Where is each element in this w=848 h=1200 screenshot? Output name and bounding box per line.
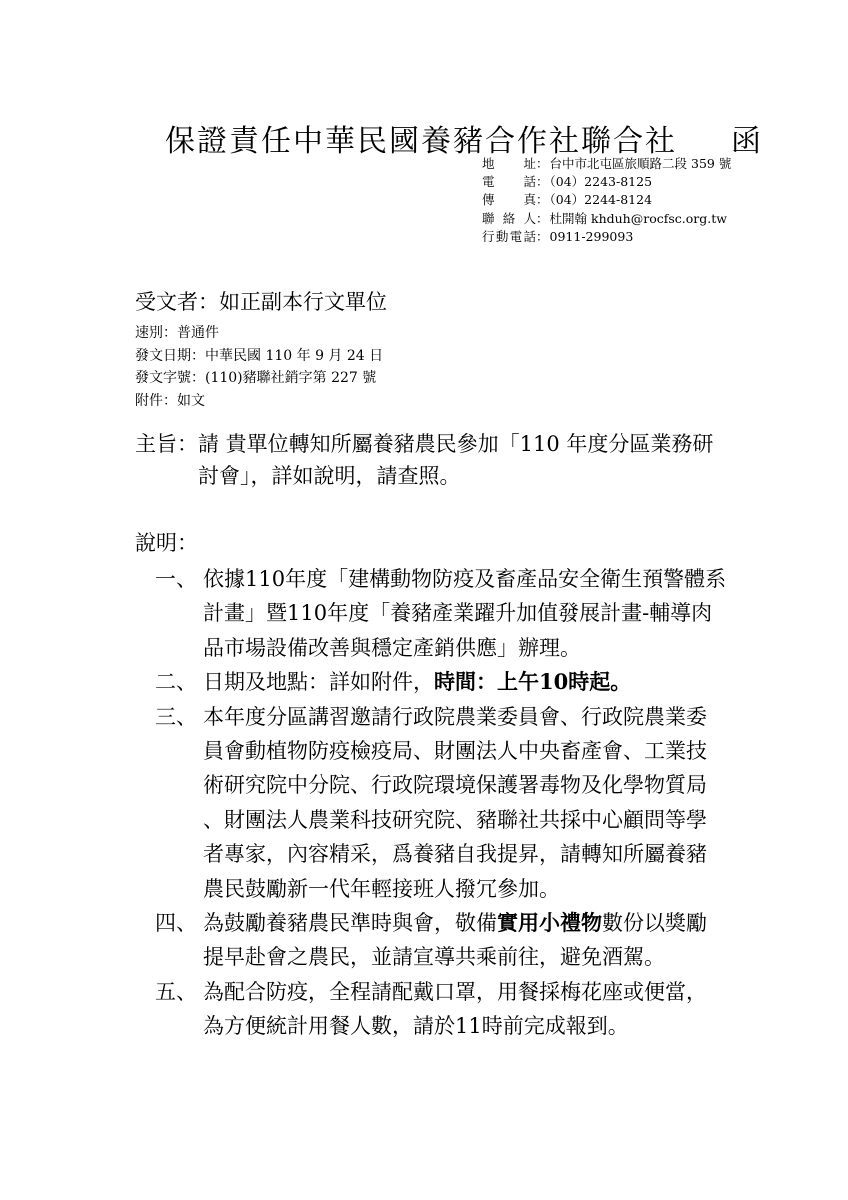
document-number: 發文字號：(110)豬聯社銷字第 227 號 [135,370,377,386]
explanation-item-5 [155,975,726,1044]
attachment: 附件：如文 [135,392,205,409]
explanation-list [155,562,726,1044]
item-line: 為方便統計用餐人數，請於11時前完成報到。 [203,1014,629,1039]
document-type: 函 [731,124,763,159]
speed-class: 速別：普通件 [135,325,219,341]
item-line: 提早赴會之農民，並請宣導共乘前往，避免酒駕。 [203,945,665,970]
recipient: 受文者：如正副本行文單位 [135,290,387,314]
item-line: 術研究院中分院、行政院環境保護署毒物及化學物質局 [203,773,707,798]
explanation-item-3 [155,700,726,906]
subject [135,428,713,492]
item-line: 者專家，內容精采，爲養豬自我提昇，請轉知所屬養豬 [203,842,707,867]
sender-phone-row: 電 話：（04）2243-8125 [482,174,653,190]
explanation-item-1 [155,562,726,665]
item-number: 四、 [155,911,197,936]
sender-contact-row: 聯 絡 人：杜開翰 khduh@rocfsc.org.tw [482,210,727,226]
item-line: 農民鼓勵新一代年輕接班人撥冗參加。 [203,876,560,901]
document-meta [135,322,383,412]
explanation-heading: 說明： [135,531,198,555]
subject-line-2: 討會」，詳如說明，請查照。 [198,464,461,488]
item-line: 本年度分區講習邀請行政院農業委員會、行政院農業委 [203,704,707,729]
item-line: 員會動植物防疫檢疫局、財團法人中央畜產會、工業技 [203,739,707,764]
item-line: 依據110年度「建構動物防疫及畜產品安全衛生預警體系 [203,567,727,591]
item-number: 五、 [155,979,197,1004]
item-number: 一、 [155,567,197,591]
sender-info [482,155,731,246]
issuer-name: 保證責任中華民國養豬合作社聯合社 [165,124,677,159]
issue-date: 發文日期：中華民國 110 年 9 月 24 日 [135,347,384,364]
sender-address-row: 地 址：台中市北屯區旅順路二段 359 號 [482,156,732,171]
document-title [165,116,763,160]
item-line: 日期及地點：詳如附件，時間：上午10時起。 [203,669,632,695]
item-line: 品市場設備改善與穩定產銷供應」辦理。 [203,635,581,660]
meeting-time-highlight: 時間：上午10時起。 [434,669,632,695]
item-line: 、財團法人農業科技研究院、豬聯社共採中心顧問等學 [203,807,707,832]
item-line: 計畫」暨110年度「養豬產業躍升加值發展計畫-輔導肉 [203,601,713,626]
gift-highlight: 實用小禮物 [497,910,602,936]
item-number: 三、 [155,704,197,729]
item-line: 為鼓勵養豬農民準時與會，敬備實用小禮物數份以獎勵 [203,910,707,936]
item-line: 為配合防疫，全程請配戴口罩，用餐採梅花座或便當， [203,979,707,1004]
sender-mobile-row: 行動電話：0911-299093 [482,228,634,244]
subject-line-1: 主旨：請 貴單位轉知所屬養豬農民參加「110 年度分區業務研 [135,432,714,456]
item-number: 二、 [155,670,197,695]
explanation-item-4 [155,906,726,975]
sender-fax-row: 傳 真：（04）2244-8124 [482,192,653,208]
explanation-item-2 [155,665,726,699]
